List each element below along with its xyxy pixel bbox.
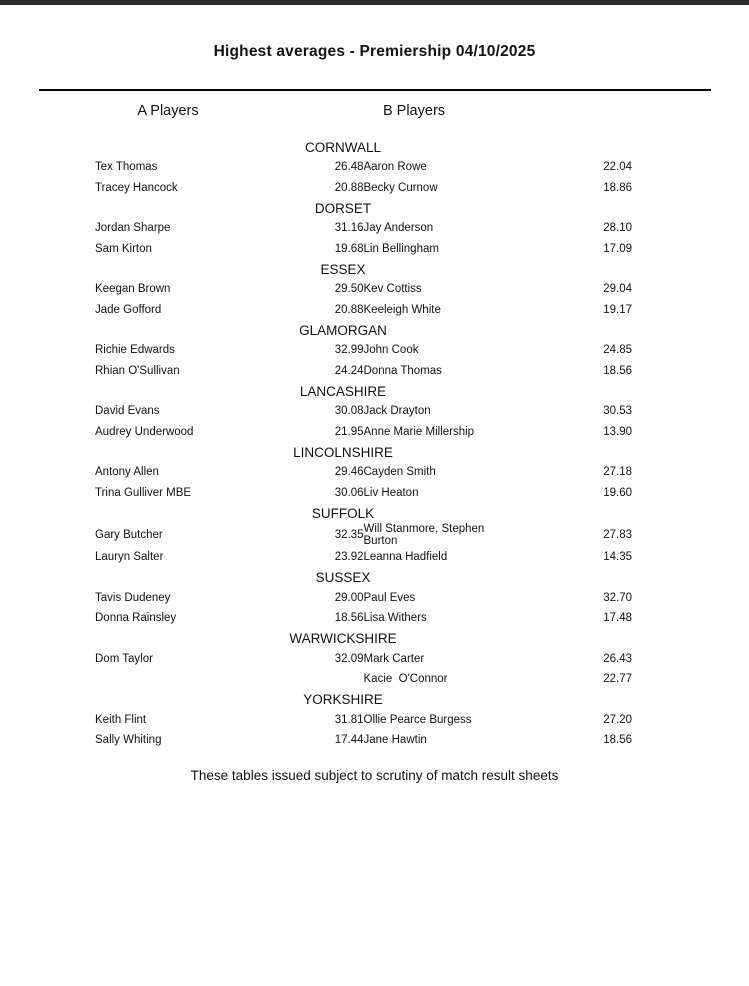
b-player-average-cell: 22.77 — [603, 673, 632, 686]
b-player-average-cell: 32.70 — [603, 592, 632, 605]
b-player-name-cell: Mark Carter — [363, 653, 425, 666]
b-player-average-cell: 27.20 — [603, 714, 632, 727]
b-player-name-cell: John Cook — [363, 344, 419, 357]
county-name: LINCOLNSHIRE — [293, 444, 393, 460]
column-header-a-players: A Players — [137, 103, 199, 119]
county-header-row — [95, 320, 632, 340]
a-player-average-cell: 30.06 — [334, 486, 364, 499]
b-player-name-cell: Leanna Hadfield — [363, 551, 448, 564]
county-header-row — [95, 690, 632, 710]
b-player-average-cell: 28.10 — [603, 222, 632, 235]
b-player-name-cell: Kacie O'Connor — [363, 673, 448, 686]
a-player-name-cell: Donna Rainsley — [95, 612, 177, 625]
b-player-average-cell: 17.09 — [603, 242, 632, 255]
player-row — [95, 239, 632, 259]
county-header-row — [95, 442, 632, 462]
a-player-name-cell: Gary Butcher — [95, 529, 163, 542]
a-player-name-cell: Tavis Dudeney — [95, 592, 171, 605]
b-player-name-cell: Kev Cottiss — [363, 283, 422, 296]
county-name: WARWICKSHIRE — [289, 631, 397, 647]
b-player-name-cell: Jane Hawtin — [363, 734, 427, 747]
a-player-name-cell: Keegan Brown — [95, 283, 171, 296]
county-name: SUFFOLK — [311, 505, 375, 521]
a-player-average-cell: 32.09 — [334, 653, 364, 666]
b-player-name-cell: Liv Heaton — [363, 486, 419, 499]
player-row — [95, 340, 632, 360]
player-row — [95, 178, 632, 198]
player-row — [95, 547, 632, 567]
a-player-name-cell: Trina Gulliver MBE — [95, 486, 192, 499]
a-player-name-cell: David Evans — [95, 405, 160, 418]
a-player-average-cell: 26.48 — [334, 161, 364, 174]
b-player-name-cell: Becky Curnow — [363, 181, 438, 194]
player-row — [95, 588, 632, 608]
b-player-name-cell: Donna Thomas — [363, 364, 442, 377]
a-player-name-cell: Audrey Underwood — [95, 425, 194, 438]
a-player-average-cell: 32.99 — [334, 344, 364, 357]
a-player-name-cell: Sally Whiting — [95, 734, 162, 747]
a-player-average-cell: 31.81 — [334, 714, 364, 727]
b-player-average-cell: 17.48 — [603, 612, 632, 625]
column-headers — [0, 103, 749, 123]
player-row — [95, 422, 632, 442]
b-player-name-cell: Lin Bellingham — [363, 242, 439, 255]
a-player-average-cell: 23.92 — [334, 551, 364, 564]
player-row — [95, 157, 632, 177]
b-player-average-cell: 27.18 — [603, 466, 632, 479]
player-row — [95, 300, 632, 320]
b-player-average-cell: 14.35 — [603, 551, 632, 564]
a-player-average-cell: 29.00 — [334, 592, 364, 605]
a-player-name-cell — [95, 669, 229, 689]
b-player-average-cell: 26.43 — [603, 653, 632, 666]
county-name: GLAMORGAN — [299, 322, 387, 338]
a-player-average-cell: 20.88 — [334, 303, 364, 316]
b-player-average-cell: 29.04 — [603, 283, 632, 296]
b-player-name-cell: Will Stanmore, Stephen Burton — [363, 523, 488, 548]
a-player-average-cell: 31.16 — [334, 222, 364, 235]
player-row — [95, 218, 632, 238]
b-player-average-cell: 18.86 — [603, 181, 632, 194]
a-player-average-cell: 24.24 — [334, 364, 364, 377]
player-row — [95, 523, 632, 547]
player-row — [95, 279, 632, 299]
b-player-average-cell: 30.53 — [603, 405, 632, 418]
a-player-name-cell: Rhian O'Sullivan — [95, 364, 180, 377]
averages-table-grid — [95, 137, 632, 751]
b-player-name-cell: Jay Anderson — [363, 222, 434, 235]
a-player-average-cell: 19.68 — [334, 242, 364, 255]
averages-table-body — [95, 137, 632, 751]
county-name: DORSET — [314, 200, 372, 216]
b-player-name-cell: Jack Drayton — [363, 405, 431, 418]
player-row — [95, 483, 632, 503]
a-player-average-cell: 17.44 — [334, 734, 364, 747]
a-player-average-cell: 21.95 — [334, 425, 364, 438]
county-name: LANCASHIRE — [299, 383, 387, 399]
county-header-row — [95, 629, 632, 649]
b-player-name-cell: Anne Marie Millership — [363, 425, 475, 438]
b-player-average-cell: 22.04 — [603, 161, 632, 174]
a-player-name-cell: Tracey Hancock — [95, 181, 178, 194]
b-player-average-cell: 18.56 — [603, 364, 632, 377]
player-row — [95, 361, 632, 381]
a-player-average-cell: 29.46 — [334, 466, 364, 479]
a-player-average-cell: 18.56 — [334, 612, 364, 625]
county-header-row — [95, 381, 632, 401]
b-player-name-cell: Cayden Smith — [363, 466, 436, 479]
b-player-average-cell: 24.85 — [603, 344, 632, 357]
player-row — [95, 710, 632, 730]
b-player-average-cell: 13.90 — [603, 425, 632, 438]
a-player-name-cell: Jordan Sharpe — [95, 222, 171, 235]
b-player-name-cell: Ollie Pearce Burgess — [363, 714, 472, 727]
a-player-average-cell: 32.35 — [334, 529, 364, 542]
title-divider-rule — [39, 89, 711, 91]
a-player-name-cell: Antony Allen — [95, 466, 159, 479]
a-player-name-cell: Tex Thomas — [95, 161, 158, 174]
county-header-row — [95, 137, 632, 157]
b-player-name-cell: Keeleigh White — [363, 303, 441, 316]
a-player-name-cell: Dom Taylor — [95, 653, 153, 666]
page-title: Highest averages - Premiership 04/10/2025 — [213, 43, 536, 60]
column-header-b-players: B Players — [382, 103, 446, 119]
averages-table — [95, 137, 632, 751]
county-name: SUSSEX — [315, 570, 371, 586]
county-header-row — [95, 198, 632, 218]
b-player-name-cell: Aaron Rowe — [363, 161, 427, 174]
county-header-row — [95, 568, 632, 588]
b-player-average-cell: 18.56 — [603, 734, 632, 747]
a-player-name-cell: Keith Flint — [95, 714, 147, 727]
a-player-name-cell: Lauryn Salter — [95, 551, 164, 564]
county-name: YORKSHIRE — [303, 692, 383, 708]
a-player-average-cell: 30.08 — [334, 405, 364, 418]
b-player-average-cell: 19.60 — [603, 486, 632, 499]
a-player-name-cell: Jade Gofford — [95, 303, 162, 316]
a-player-average-cell — [229, 669, 363, 689]
county-name: ESSEX — [320, 261, 366, 277]
a-player-average-cell: 20.88 — [334, 181, 364, 194]
a-player-name-cell: Sam Kirton — [95, 242, 152, 255]
scrutiny-footer-note: These tables issued subject to scrutiny of match result sheets — [190, 768, 559, 783]
player-row — [95, 462, 632, 482]
player-row — [95, 669, 632, 689]
player-row — [95, 608, 632, 628]
window-top-bar — [0, 0, 749, 5]
player-row — [95, 649, 632, 669]
county-name: CORNWALL — [304, 139, 381, 155]
player-row — [95, 401, 632, 421]
b-player-average-cell: 27.83 — [603, 529, 632, 542]
a-player-name-cell: Richie Edwards — [95, 344, 175, 357]
a-player-average-cell: 29.50 — [334, 283, 364, 296]
b-player-name-cell: Lisa Withers — [363, 612, 427, 625]
player-row — [95, 730, 632, 750]
b-player-average-cell: 19.17 — [603, 303, 632, 316]
county-header-row — [95, 503, 632, 523]
b-player-name-cell: Paul Eves — [363, 592, 416, 605]
county-header-row — [95, 259, 632, 279]
